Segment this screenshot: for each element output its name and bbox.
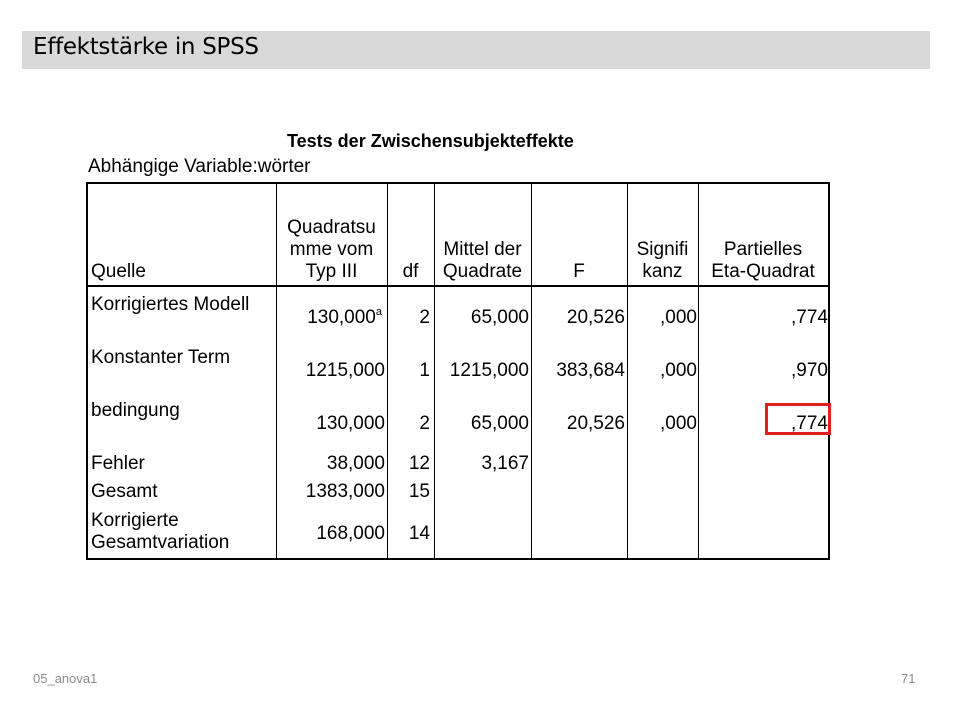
header-ss-line3: Typ III (305, 261, 358, 282)
footer-label: 05_anova1 (33, 671, 98, 686)
slide-title-bar (22, 31, 930, 69)
row-source: Gesamt (91, 481, 158, 502)
row-ms: 65,000 (470, 307, 529, 328)
row-eta: ,774 (791, 307, 828, 328)
row-sig: ,000 (660, 360, 697, 381)
row-ms: 65,000 (470, 413, 529, 434)
highlight-box (765, 403, 831, 435)
row-f: 383,684 (556, 360, 625, 381)
header-eta-line2: Eta-Quadrat (711, 261, 815, 282)
row-source: Fehler (91, 453, 145, 474)
header-ms-line2: Quadrate (442, 261, 523, 282)
anova-table (86, 182, 830, 560)
header-ss-line2: mme vom (289, 239, 374, 260)
row-source: Konstanter Term (91, 347, 231, 368)
header-sig-line2: kanz (642, 261, 683, 282)
header-divider (88, 285, 828, 287)
page-number: 71 (901, 671, 916, 686)
row-df: 12 (408, 453, 430, 474)
row-source-line1: Korrigierte (91, 510, 179, 531)
header-eta-line1: Partielles (723, 239, 803, 260)
row-f: 20,526 (566, 413, 625, 434)
footnote-marker: a (375, 306, 382, 318)
row-df: 14 (408, 523, 430, 544)
row-source-line2: Gesamtvariation (91, 532, 230, 553)
table-title: Tests der Zwischensubjekteffekte (287, 131, 574, 151)
row-df: 1 (419, 360, 430, 381)
row-sig: ,000 (660, 413, 697, 434)
row-eta: ,970 (791, 360, 828, 381)
row-source: bedingung (91, 400, 180, 421)
row-ms: 3,167 (481, 453, 529, 474)
row-df: 15 (408, 481, 430, 502)
row-f: 20,526 (566, 307, 625, 328)
header-ss-line1: Quadratsu (287, 217, 376, 238)
row-ms: 1215,000 (449, 360, 529, 381)
dependent-variable-label: Abhängige Variable:wörter (88, 156, 311, 177)
row-ss: 38,000 (326, 453, 385, 474)
row-df: 2 (419, 413, 430, 434)
slide-title: Effektstärke in SPSS (33, 34, 259, 60)
header-f: F (573, 261, 585, 282)
row-eta: ,774 (791, 413, 828, 434)
header-sig-line1: Signifi (636, 239, 689, 260)
header-df: df (402, 261, 419, 282)
row-ss: 130,000$^a$ (307, 306, 382, 328)
row-ss: 168,000 (316, 523, 385, 544)
row-source: Korrigiertes Modell (91, 294, 250, 315)
row-ss: 1383,000 (305, 481, 385, 502)
row-ss: 1215,000 (305, 360, 385, 381)
row-ss: 130,000 (316, 413, 385, 434)
header-ms-line1: Mittel der (443, 239, 522, 260)
row-sig: ,000 (660, 307, 697, 328)
row-df: 2 (419, 307, 430, 328)
header-source: Quelle (91, 261, 146, 282)
